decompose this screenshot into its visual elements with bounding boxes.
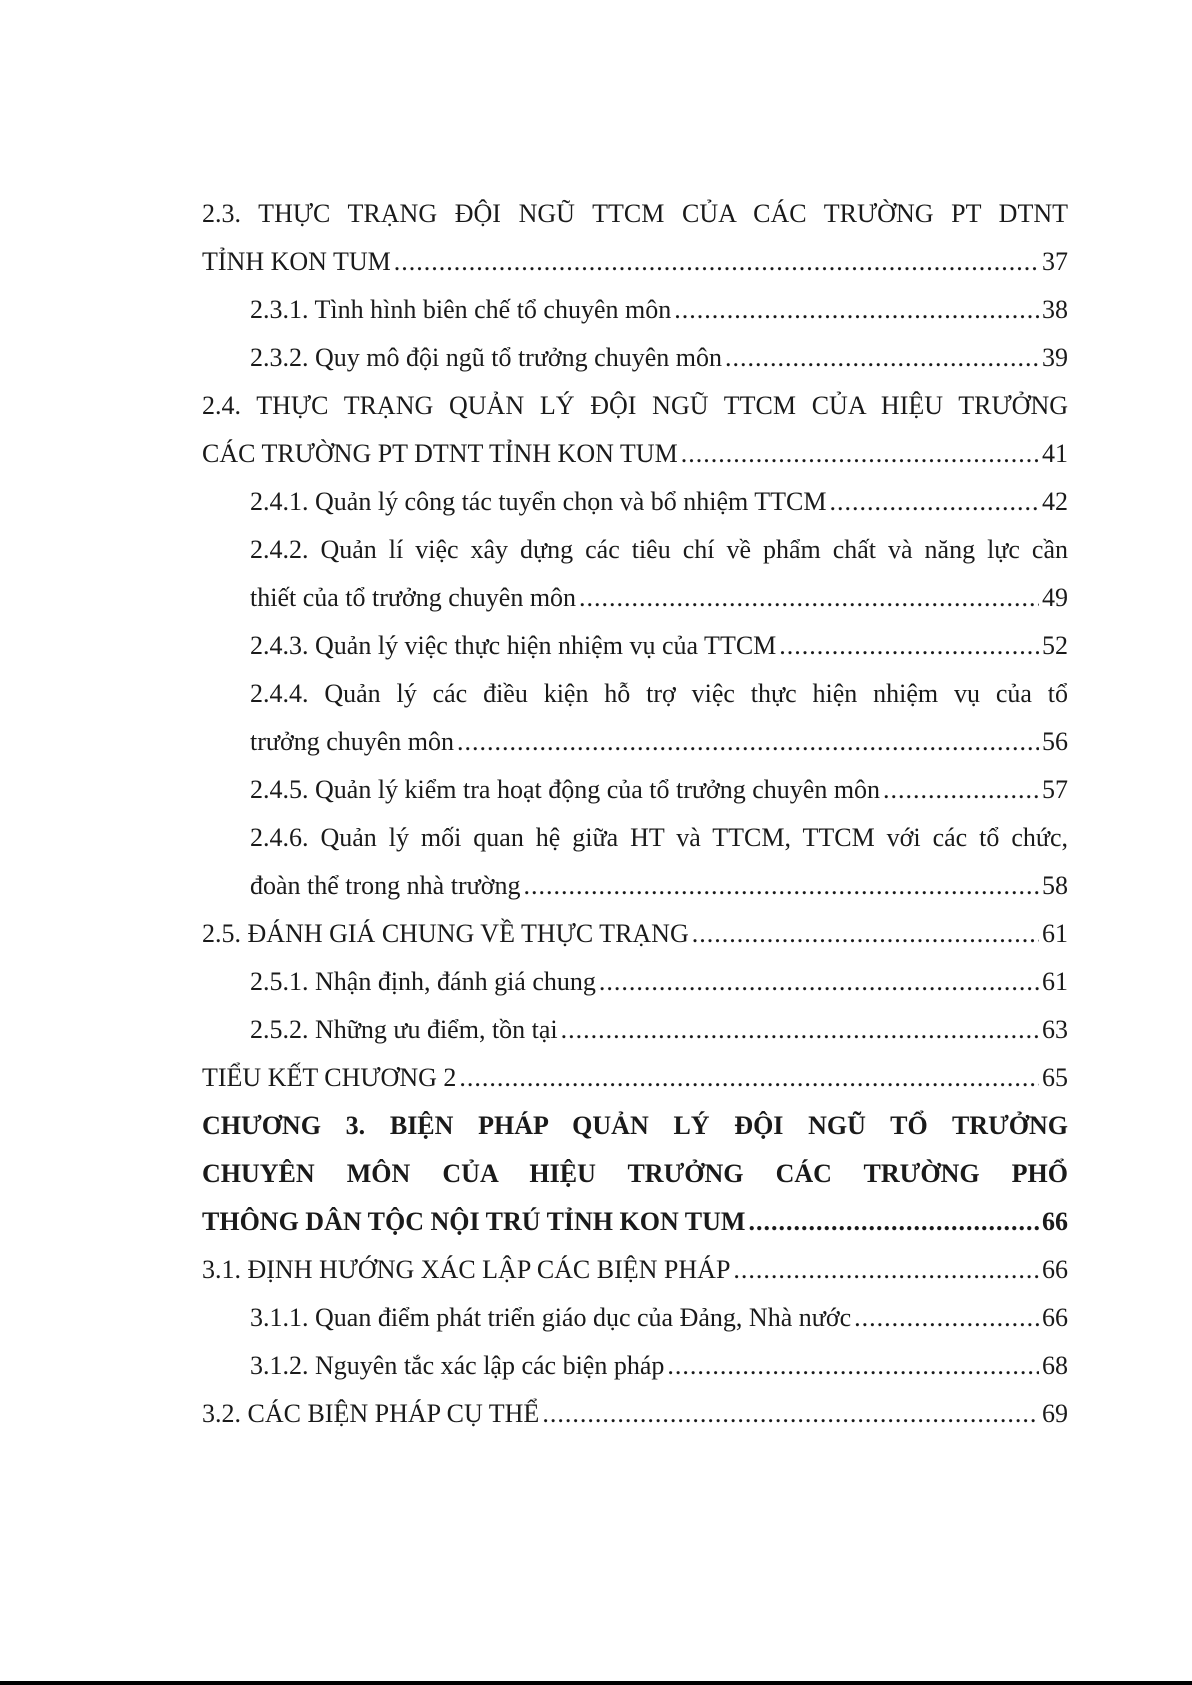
toc-entry bbox=[250, 286, 1068, 334]
toc-entry-text: 2.5. ĐÁNH GIÁ CHUNG VỀ THỰC TRẠNG bbox=[202, 919, 689, 948]
toc-entry bbox=[202, 910, 1068, 958]
dot-leader bbox=[733, 1246, 1039, 1294]
dot-leader bbox=[854, 1294, 1039, 1342]
toc-entry bbox=[250, 334, 1068, 382]
toc-page-number: 39 bbox=[1042, 343, 1068, 372]
toc-entry-text: 2.3.1. Tình hình biên chế tổ chuyên môn bbox=[250, 295, 672, 324]
toc-entry-text: 3.1.2. Nguyên tắc xác lập các biện pháp bbox=[250, 1351, 665, 1380]
toc-entry bbox=[250, 526, 1068, 574]
toc-entry bbox=[250, 862, 1068, 910]
toc-page-number: 57 bbox=[1042, 775, 1068, 804]
dot-leader bbox=[561, 1006, 1039, 1054]
toc-entry bbox=[250, 766, 1068, 814]
dot-leader bbox=[692, 910, 1039, 958]
toc-entry-text: 3.1. ĐỊNH HƯỚNG XÁC LẬP CÁC BIỆN PHÁP bbox=[202, 1255, 731, 1284]
toc-entry-text: 2.5.2. Những ưu điểm, tồn tại bbox=[250, 1015, 558, 1044]
toc-entry-text: trưởng chuyên môn bbox=[250, 727, 455, 756]
dot-leader bbox=[579, 574, 1039, 622]
toc-entry-text: đoàn thể trong nhà trường bbox=[250, 871, 521, 900]
toc-entry-text: CHUYÊN MÔN CỦA HIỆU TRƯỞNG CÁC TRƯỜNG PHỔ bbox=[202, 1159, 1068, 1188]
toc-entry bbox=[202, 382, 1068, 430]
toc-entry-text: 2.4.6. Quản lý mối quan hệ giữa HT và TTCM, TTCM với các tổ chức, bbox=[250, 823, 1068, 852]
toc-entry-text: 2.5.1. Nhận định, đánh giá chung bbox=[250, 967, 596, 996]
toc-page-number: 38 bbox=[1042, 295, 1068, 324]
toc-entry-text: TIỂU KẾT CHƯƠNG 2 bbox=[202, 1063, 457, 1092]
dot-leader bbox=[674, 286, 1039, 334]
toc-entry bbox=[202, 1054, 1068, 1102]
dot-leader bbox=[394, 238, 1039, 286]
toc-entry bbox=[250, 1294, 1068, 1342]
dot-leader bbox=[883, 766, 1039, 814]
toc-entry bbox=[202, 430, 1068, 478]
toc-entry-text: 2.4.3. Quản lý việc thực hiện nhiệm vụ của TTCM bbox=[250, 631, 777, 660]
toc-entry-text: THÔNG DÂN TỘC NỘI TRÚ TỈNH KON TUM bbox=[202, 1207, 746, 1236]
dot-leader bbox=[725, 334, 1039, 382]
toc-entry bbox=[250, 622, 1068, 670]
toc-page-number: 41 bbox=[1042, 439, 1068, 468]
toc-entry bbox=[250, 814, 1068, 862]
toc-entry bbox=[250, 958, 1068, 1006]
toc-entry bbox=[250, 670, 1068, 718]
toc-entry bbox=[250, 1006, 1068, 1054]
dot-leader bbox=[829, 478, 1039, 526]
toc-page-number: 61 bbox=[1042, 919, 1068, 948]
toc-page-number: 69 bbox=[1042, 1399, 1068, 1428]
toc-entry bbox=[202, 190, 1068, 238]
toc-page-number: 58 bbox=[1042, 871, 1068, 900]
toc-page-number: 42 bbox=[1042, 487, 1068, 516]
page-bottom-border bbox=[0, 1681, 1192, 1685]
toc-page-number: 49 bbox=[1042, 583, 1068, 612]
toc-page-number: 66 bbox=[1042, 1303, 1068, 1332]
toc-entry bbox=[202, 1102, 1068, 1150]
toc-entry bbox=[202, 1150, 1068, 1198]
toc-entry-text: 2.4.5. Quản lý kiểm tra hoạt động của tổ trưởng chuyên môn bbox=[250, 775, 881, 804]
toc-page-number: 56 bbox=[1042, 727, 1068, 756]
toc-entry bbox=[202, 1198, 1068, 1246]
dot-leader bbox=[681, 430, 1039, 478]
toc-entry-text: TỈNH KON TUM bbox=[202, 247, 391, 276]
dot-leader bbox=[599, 958, 1039, 1006]
dot-leader bbox=[542, 1390, 1039, 1438]
toc-entry-text: 2.3.2. Quy mô đội ngũ tổ trưởng chuyên môn bbox=[250, 343, 722, 372]
dot-leader bbox=[748, 1198, 1039, 1246]
toc-entry bbox=[250, 478, 1068, 526]
toc-page-number: 65 bbox=[1042, 1063, 1068, 1092]
toc-page-number: 61 bbox=[1042, 967, 1068, 996]
toc-entry-text: 2.4.4. Quản lý các điều kiện hỗ trợ việc thực hiện nhiệm vụ của tổ bbox=[250, 679, 1068, 708]
toc-entry bbox=[202, 238, 1068, 286]
toc-entry bbox=[250, 718, 1068, 766]
toc-entry-text: thiết của tổ trưởng chuyên môn bbox=[250, 583, 577, 612]
dot-leader bbox=[667, 1342, 1039, 1390]
toc-entry bbox=[202, 1246, 1068, 1294]
dot-leader bbox=[779, 622, 1039, 670]
toc-entry-text: 2.4.1. Quản lý công tác tuyển chọn và bổ nhiệm TTCM bbox=[250, 487, 827, 516]
toc-entry-text: CÁC TRƯỜNG PT DTNT TỈNH KON TUM bbox=[202, 439, 678, 468]
toc-entry-text: 3.2. CÁC BIỆN PHÁP CỤ THỂ bbox=[202, 1399, 540, 1428]
toc-entry-text: 3.1.1. Quan điểm phát triển giáo dục của Đảng, Nhà nước bbox=[250, 1303, 852, 1332]
toc-page-number: 66 bbox=[1042, 1255, 1068, 1284]
toc-entry-text: 2.4. THỰC TRẠNG QUẢN LÝ ĐỘI NGŨ TTCM CỦA HIỆU TRƯỞNG bbox=[202, 391, 1068, 420]
toc-page-number: 66 bbox=[1042, 1207, 1068, 1236]
toc-page-number: 52 bbox=[1042, 631, 1068, 660]
dot-leader bbox=[457, 718, 1039, 766]
toc-entry-text: 2.3. THỰC TRẠNG ĐỘI NGŨ TTCM CỦA CÁC TRƯỜNG PT DTNT bbox=[202, 199, 1068, 228]
toc-page-number: 37 bbox=[1042, 247, 1068, 276]
toc-entry bbox=[202, 1390, 1068, 1438]
toc-page-number: 63 bbox=[1042, 1015, 1068, 1044]
table-of-contents bbox=[202, 190, 1068, 1438]
dot-leader bbox=[459, 1054, 1039, 1102]
toc-entry-text: 2.4.2. Quản lí việc xây dựng các tiêu chí về phẩm chất và năng lực cần bbox=[250, 535, 1068, 564]
toc-entry bbox=[250, 574, 1068, 622]
toc-entry-text: CHƯƠNG 3. BIỆN PHÁP QUẢN LÝ ĐỘI NGŨ TỔ TRƯỞNG bbox=[202, 1111, 1068, 1140]
toc-entry bbox=[250, 1342, 1068, 1390]
dot-leader bbox=[523, 862, 1039, 910]
toc-page-number: 68 bbox=[1042, 1351, 1068, 1380]
